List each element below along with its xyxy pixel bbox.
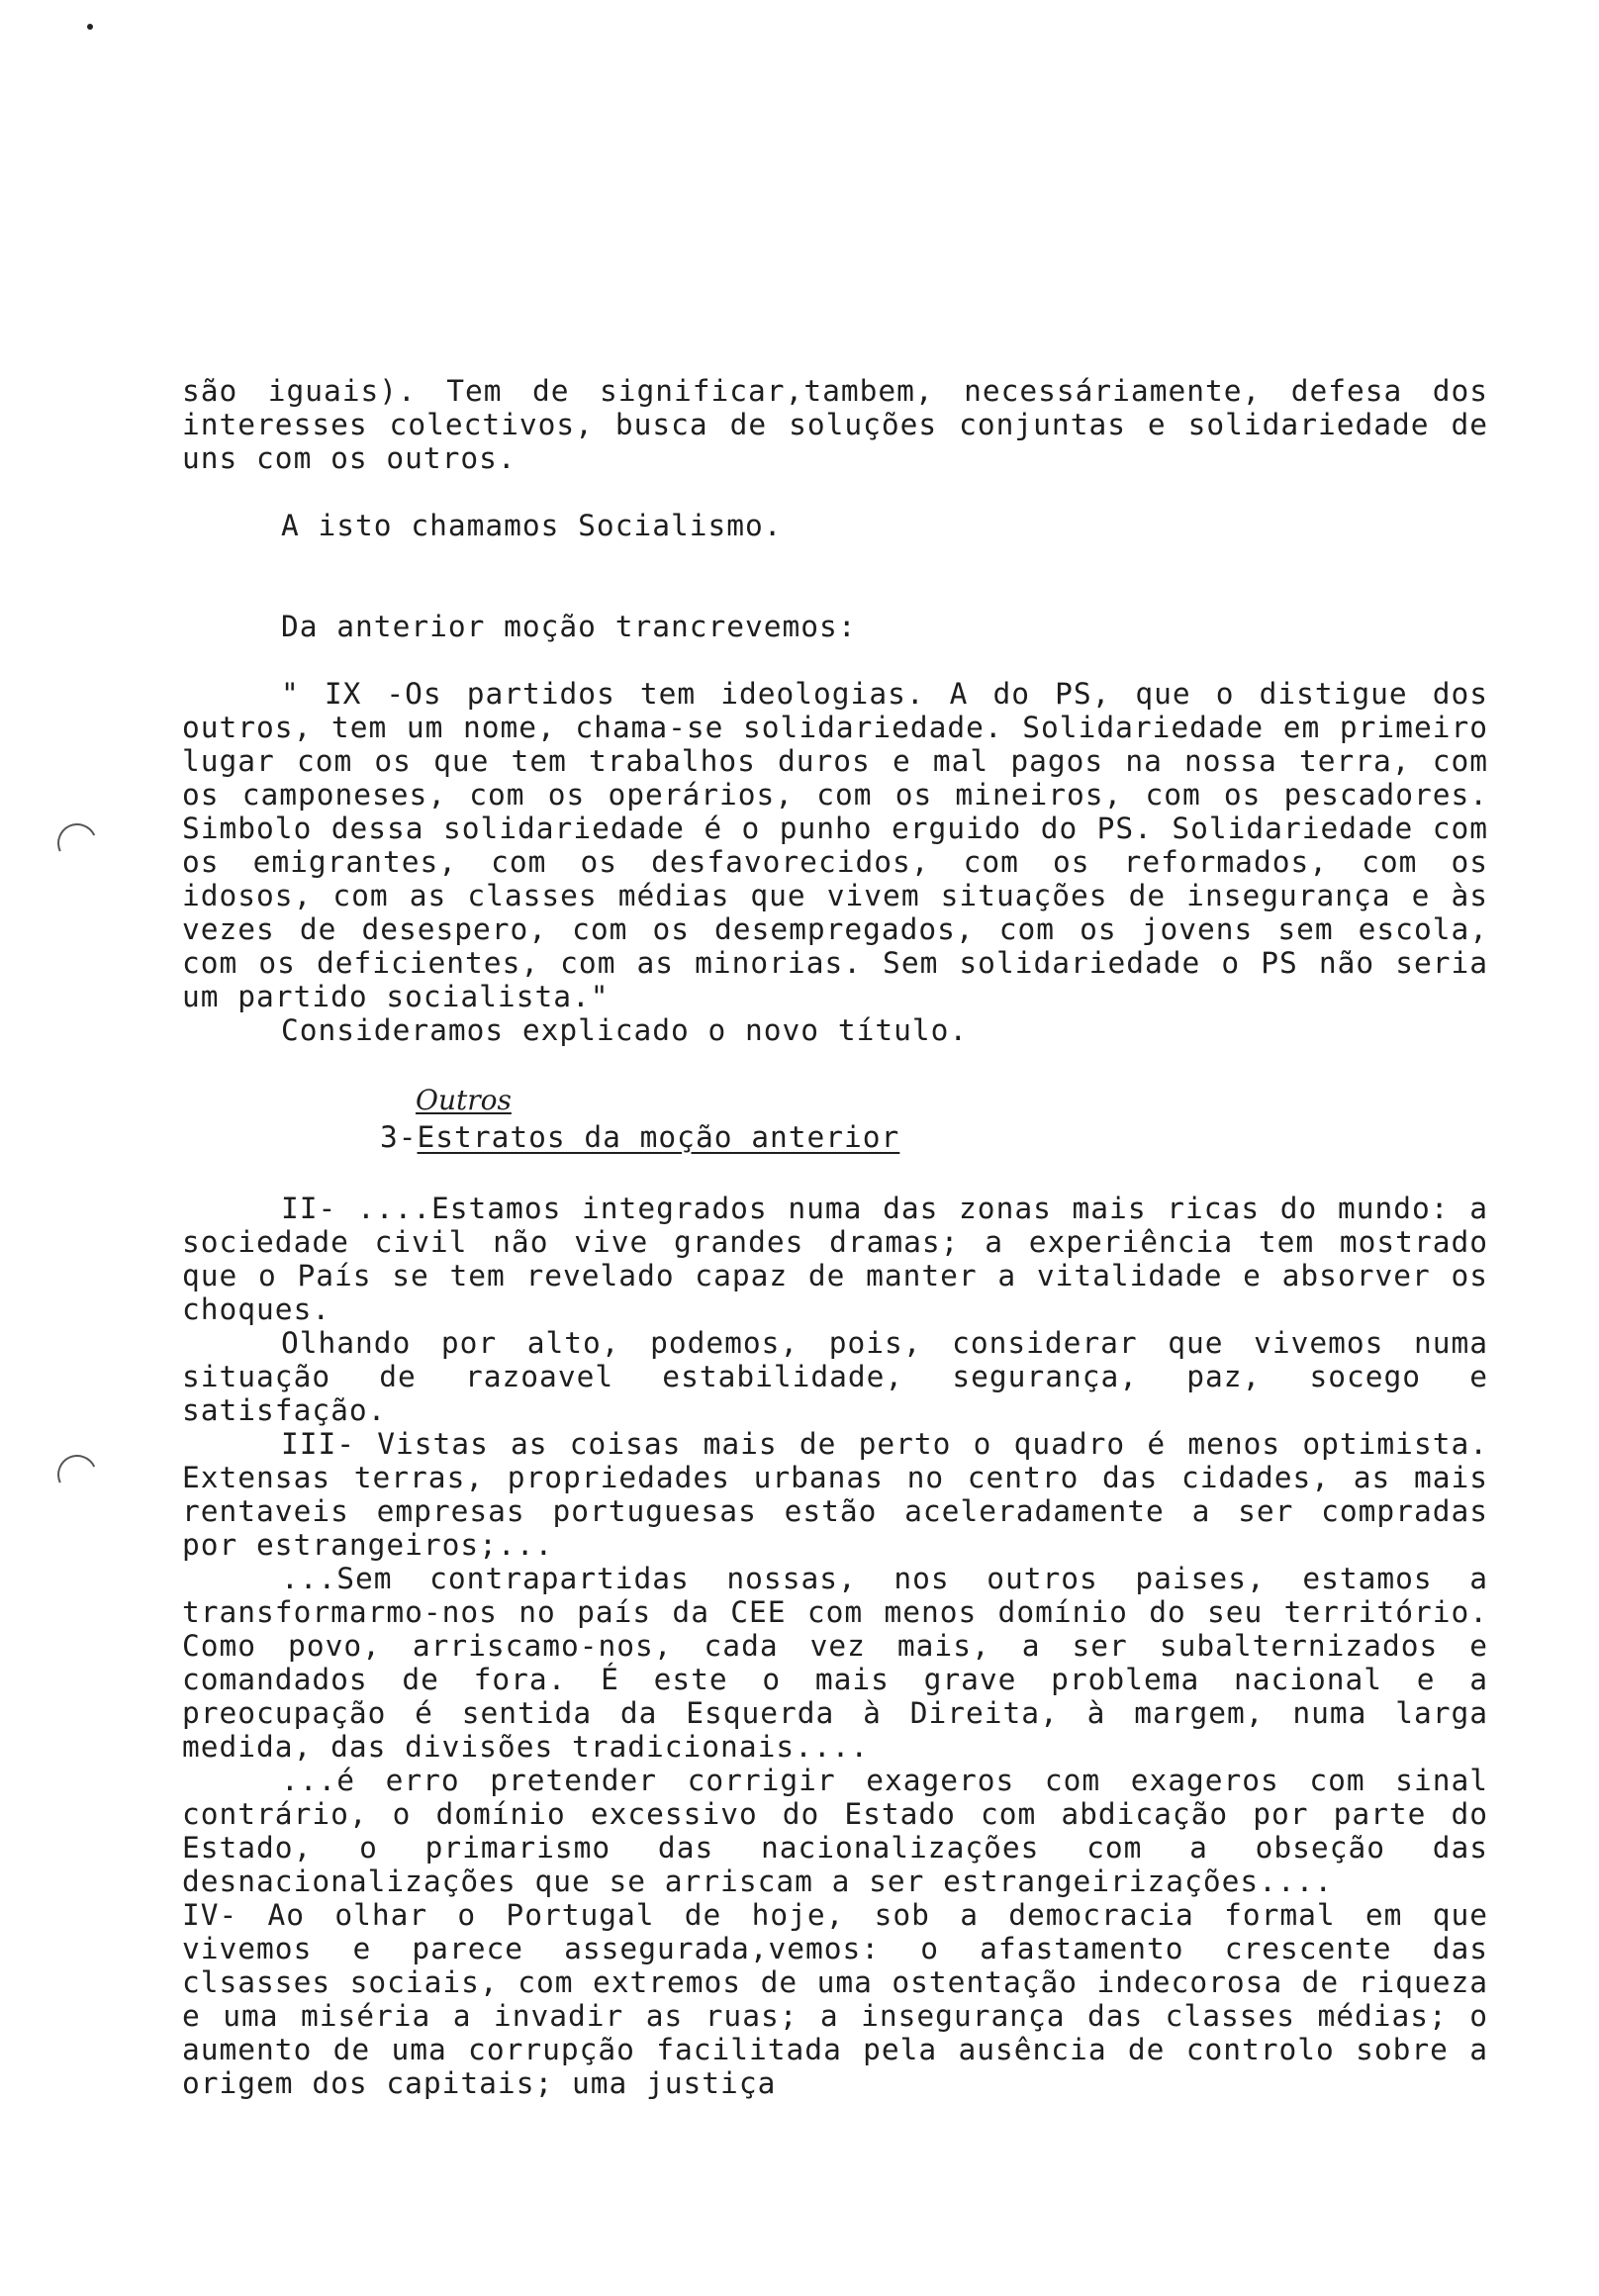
margin-arc-mark: [51, 1449, 102, 1499]
margin-arc-mark: [51, 817, 102, 868]
paragraph: Da anterior moção trancrevemos:: [281, 610, 857, 643]
section-number: 3-: [380, 1120, 418, 1154]
paragraph: III- Vistas as coisas mais de perto o quadro é menos optimista. Extensas terras, propriedades urbanas no centro das cidades, as mais rentaveis empresas portuguesas estão aceleradamente a ser compradas por estrangeiros;...: [182, 1427, 1488, 1562]
section-heading: [182, 1084, 1488, 1158]
handwritten-correction: Outros: [416, 1084, 512, 1116]
quoted-paragraph: " IX -Os partidos tem ideologias. A do PS, que o distigue dos outros, tem um nome, chama-se solidariedade. Solidariedade em primeiro lugar com os que tem trabalhos duros e mal pagos na nossa terra, com os camponeses, com os operários, com os mineiros, com os pescadores. Simbolo dessa solidariedade é o punho erguido do PS. Solidariedade com os emigrantes, com os desfavorecidos, com os reformados, com os idosos, com as classes médias que vivem situações de insegurança e às vezes de desespero, com os desempregados, com os jovens sem escola, com os deficientes, com as minorias. Sem solidariedade o PS não seria um partido socialista.": [182, 677, 1488, 1013]
paragraph: A isto chamamos Socialismo.: [281, 509, 783, 542]
section-title: Estratos da moção anterior: [417, 1120, 900, 1154]
paragraph: Olhando por alto, podemos, pois, considerar que vivemos numa situação de razoavel estabilidade, segurança, paz, socego e satisfação.: [182, 1326, 1488, 1427]
paragraph: ...Sem contrapartidas nossas, nos outros paises, estamos a transformarmo-nos no país da CEE com menos domínio do seu território. Como povo, arriscamo-nos, cada vez mais, a ser subalternizados e comandados de fora. É este o mais grave problema nacional e a preocupação é sentida da Esquerda à Direita, à margem, numa larga medida, das divisões tradicionais....: [182, 1562, 1488, 1764]
paragraph: são iguais). Tem de significar,tambem, necessáriamente, defesa dos interesses colectivos, busca de soluções conjuntas e solidariedade de uns com os outros.: [182, 374, 1488, 475]
paragraph: II- ....Estamos integrados numa das zonas mais ricas do mundo: a sociedade civil não vive grandes dramas; a experiência tem mostrado que o País se tem revelado capaz de manter a vitalidade e absorver os choques.: [182, 1192, 1488, 1326]
document-body: [182, 374, 1488, 2100]
margin-dot: [87, 24, 93, 30]
paragraph: Consideramos explicado o novo título.: [281, 1013, 969, 1047]
paragraph: IV- Ao olhar o Portugal de hoje, sob a democracia formal em que vivemos e parece assegurada,vemos: o afastamento crescente das clsasses sociais, com extremos de uma ostentação indecorosa de riqueza e uma miséria a invadir as ruas; a insegurança das classes médias; o aumento de uma corrupção facilitada pela ausência de controlo sobre a origem dos capitais; uma justiça: [182, 1898, 1488, 2100]
paragraph: ...é erro pretender corrigir exageros com exageros com sinal contrário, o domínio excessivo do Estado com abdicação por parte do Estado, o primarismo das nacionalizações com a obseção das desnacionalizações que se arriscam a ser estrangeirizações....: [182, 1764, 1488, 1898]
